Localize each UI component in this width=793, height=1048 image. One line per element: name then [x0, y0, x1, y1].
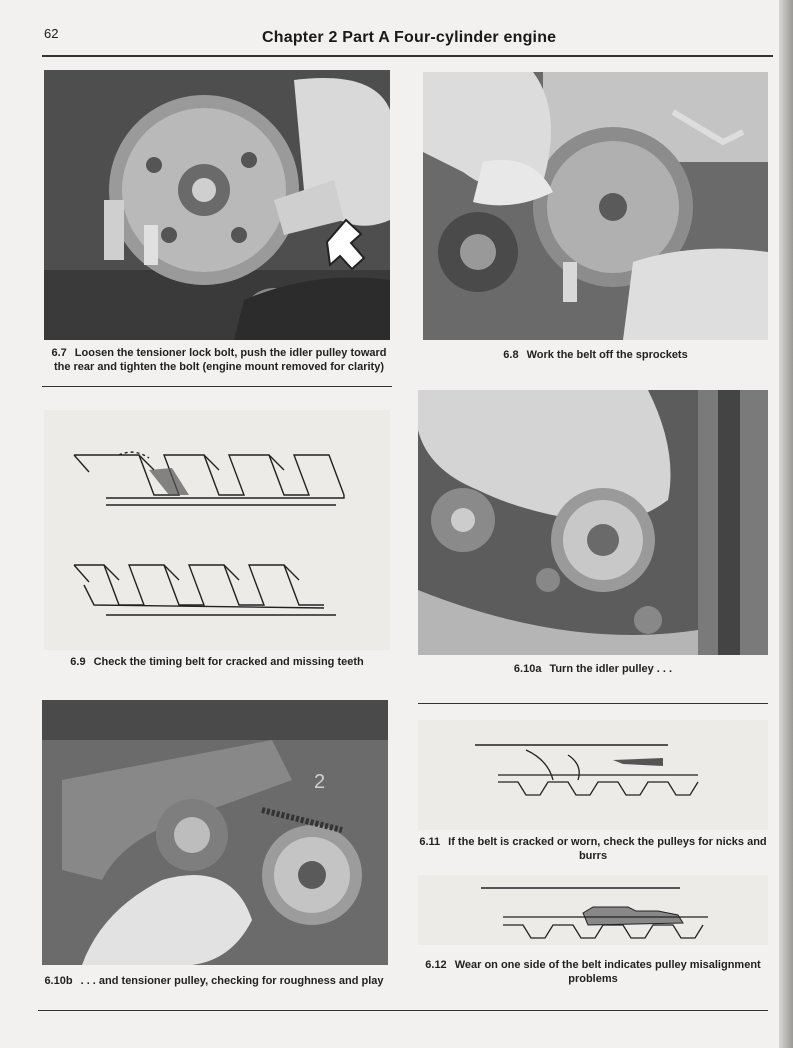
diagram-belt-side-wear: [418, 875, 768, 945]
header-rule: [42, 55, 773, 57]
caption-6-10a: 6.10a Turn the idler pulley . . .: [513, 663, 673, 675]
diagram-timing-belt-teeth: [44, 410, 390, 650]
caption-6-11: 6.11 If the belt is cracked or worn, check the pulleys for nicks and burrs: [419, 836, 767, 862]
photo-turn-idler-pulley: [418, 390, 768, 655]
caption-6-10b: 6.10b . . . and tensioner pulley, checking for roughness and play: [44, 975, 384, 987]
caption-6-8: 6.8 Work the belt off the sprockets: [503, 349, 688, 361]
photo-tensioner-pulley-check: [42, 700, 388, 965]
casting-mark: 2: [314, 771, 326, 793]
page-edge-shadow: [779, 0, 793, 1048]
photo-tensioner-lock-bolt: [44, 70, 390, 340]
divider-right-1: [418, 703, 768, 704]
caption-6-7: 6.7 Loosen the tensioner lock bolt, push the idler pulley toward the rear and tighten the bolt (engine mount removed for clarity): [51, 347, 387, 373]
page-number: 62: [44, 26, 59, 41]
chapter-heading: Chapter 2 Part A Four-cylinder engine: [262, 29, 557, 46]
footer-rule: [38, 1010, 768, 1011]
photo-belt-off-sprockets: [423, 72, 768, 340]
divider-left-1: [42, 386, 392, 387]
caption-6-9: 6.9 Check the timing belt for cracked and missing teeth: [70, 656, 364, 668]
caption-6-12: 6.12 Wear on one side of the belt indicates pulley misalignment problems: [425, 959, 761, 985]
diagram-cracked-belt: [418, 720, 768, 830]
